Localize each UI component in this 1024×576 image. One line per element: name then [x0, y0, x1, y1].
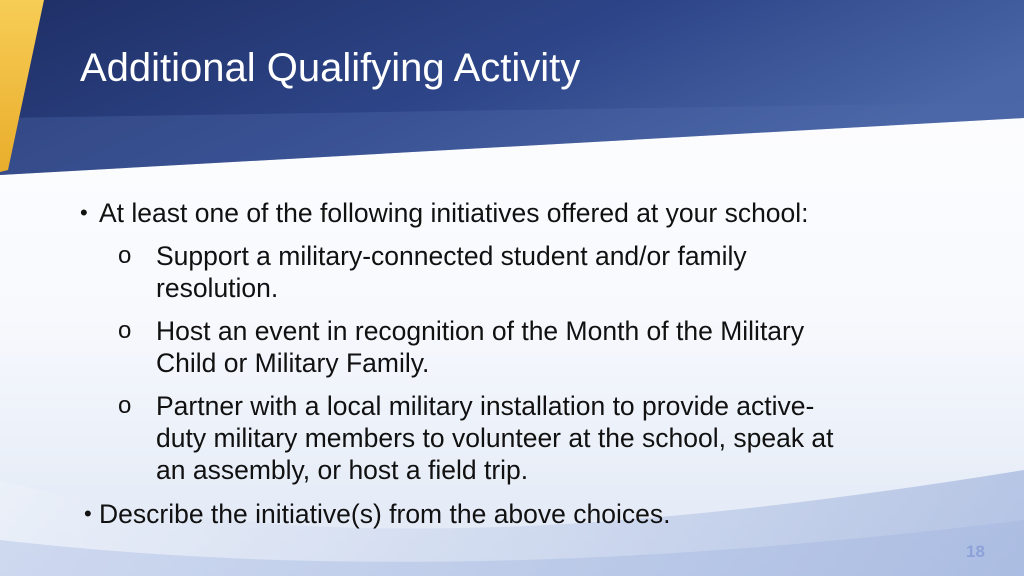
bullet-marker: • — [80, 200, 88, 225]
bullet-text: Describe the initiative(s) from the above choices. — [99, 499, 671, 529]
sub-bullet-marker: o — [118, 392, 132, 419]
sub-bullet-text: duty military members to volunteer at the school, speak at — [156, 423, 834, 453]
sub-bullet-text: an assembly, or host a field trip. — [156, 455, 529, 485]
sub-bullet-text: Partner with a local military installation to provide active- — [156, 391, 815, 421]
sub-bullet-text: Child or Military Family. — [156, 348, 430, 378]
sub-bullet-text: Support a military-connected student and/or family — [156, 241, 747, 271]
sub-bullet-marker: o — [118, 317, 132, 344]
sub-bullet-text: Host an event in recognition of the Month of the Military — [156, 316, 805, 346]
slide-title: Additional Qualifying Activity — [80, 46, 581, 90]
sub-bullet-marker: o — [118, 242, 132, 269]
sub-bullet-text: resolution. — [156, 273, 279, 303]
bullet-text: At least one of the following initiatives offered at your school: — [99, 198, 809, 228]
page-number: 18 — [966, 542, 985, 561]
bullet-marker: • — [84, 501, 92, 526]
